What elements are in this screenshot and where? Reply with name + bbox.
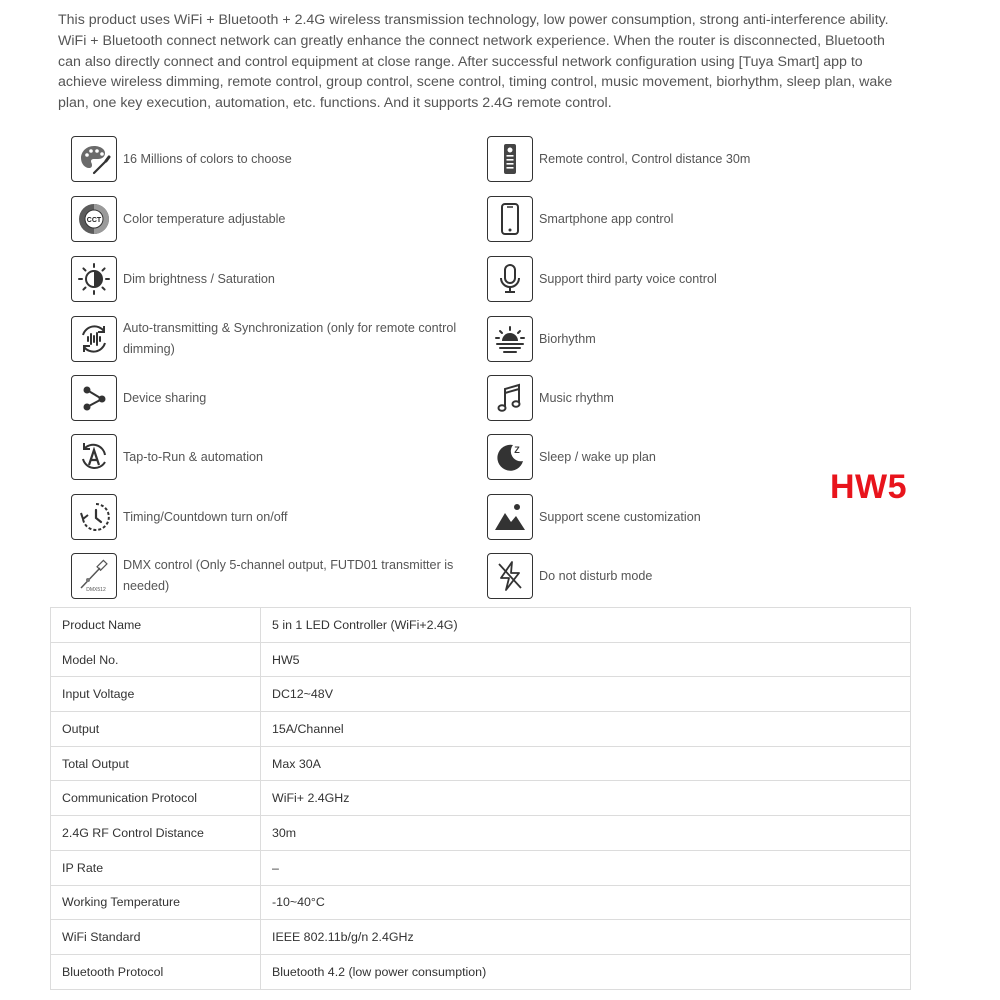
feature-label: Timing/Countdown turn on/off [123,509,288,524]
feature-item [487,375,839,421]
feature-label: DMX control (Only 5-channel output, FUTD01 transmitter is needed) [123,558,454,593]
feature-item [71,375,478,421]
spec-value: WiFi+ 2.4GHz [261,781,911,816]
moon-icon [487,434,533,480]
feature-item [71,256,478,302]
spec-label: Working Temperature [51,885,261,920]
spec-label: 2.4G RF Control Distance [51,816,261,851]
feature-item [487,553,839,599]
feature-label: Tap-to-Run & automation [123,449,264,464]
feature-item [487,494,839,540]
feature-label: Biorhythm [539,331,596,346]
timer-icon [71,494,117,540]
microphone-icon [487,256,533,302]
spec-label: WiFi Standard [51,920,261,955]
spec-label: IP Rate [51,850,261,885]
spec-label: Bluetooth Protocol [51,954,261,989]
feature-label: Sleep / wake up plan [539,449,656,464]
intro-paragraph: This product uses WiFi + Bluetooth + 2.4G wireless transmission technology, low power consumption, strong anti-interference ability. WiFi + Bluetooth connect network can greatly enhance the connect network experience. When the router is disconnected, Bluetooth can also directly connect and control equipment at close range. After successful network configuration using [Tuya Smart] app to achieve wireless dimming, remote control, group control, scene control, timing control, music movement, biorhythm, sleep plan, wake plan, one key execution, automation, etc. functions. And it supports 2.4G remote control. [58,12,893,112]
dmx-icon [71,553,117,599]
table-row [51,746,911,781]
spec-label: Input Voltage [51,677,261,712]
feature-label: 16 Millions of colors to choose [123,151,292,166]
model-tag: HW5 [830,468,908,506]
spec-value: DC12~48V [261,677,911,712]
spec-label: Product Name [51,608,261,643]
feature-label: Device sharing [123,390,207,405]
feature-item [71,434,478,480]
table-row [51,920,911,955]
spec-value: 15A/Channel [261,712,911,747]
spec-value: IEEE 802.11b/g/n 2.4GHz [261,920,911,955]
spec-value: 30m [261,816,911,851]
palette-icon [71,136,117,182]
feature-item [487,256,839,302]
feature-item [71,553,478,599]
feature-item [487,196,839,242]
sleep-z: Z [514,445,520,455]
feature-item [71,316,478,362]
feature-label: Support third party voice control [539,271,717,286]
table-row [51,608,911,643]
sunrise-icon [487,316,533,362]
do-not-disturb-icon [487,553,533,599]
table-row [51,850,911,885]
table-row [51,781,911,816]
spec-value: 5 in 1 LED Controller (WiFi+2.4G) [261,608,911,643]
dmx-label: DMX512 [86,587,106,593]
table-row [51,885,911,920]
spec-value: Max 30A [261,746,911,781]
feature-item [71,196,478,242]
feature-label: Auto-transmitting & Synchronization (only for remote control dimming) [123,321,457,356]
feature-label: Support scene customization [539,509,701,524]
feature-label: Dim brightness / Saturation [123,271,275,286]
feature-label: Do not disturb mode [539,568,653,583]
brightness-icon [71,256,117,302]
spec-label: Model No. [51,642,261,677]
share-icon [71,375,117,421]
scene-icon [487,494,533,540]
feature-label: Color temperature adjustable [123,211,286,226]
remote-icon [487,136,533,182]
smartphone-icon [487,196,533,242]
table-row [51,712,911,747]
feature-item [487,136,839,182]
sync-icon [71,316,117,362]
table-row [51,816,911,851]
spec-value: – [261,850,911,885]
spec-label: Total Output [51,746,261,781]
spec-label: Output [51,712,261,747]
feature-label: Smartphone app control [539,211,674,226]
table-row [51,677,911,712]
spec-value: HW5 [261,642,911,677]
feature-item [71,494,478,540]
table-row [51,954,911,989]
cct-icon [71,196,117,242]
specs-table [50,607,911,990]
feature-label: Music rhythm [539,390,614,405]
feature-item [487,434,839,480]
music-note-icon [487,375,533,421]
cct-label: CCT [86,217,102,224]
feature-label: Remote control, Control distance 30m [539,151,751,166]
table-row [51,642,911,677]
feature-item [71,136,478,182]
spec-label: Communication Protocol [51,781,261,816]
feature-item [487,316,839,362]
tap-to-run-icon [71,434,117,480]
spec-value: -10~40°C [261,885,911,920]
spec-value: Bluetooth 4.2 (low power consumption) [261,954,911,989]
